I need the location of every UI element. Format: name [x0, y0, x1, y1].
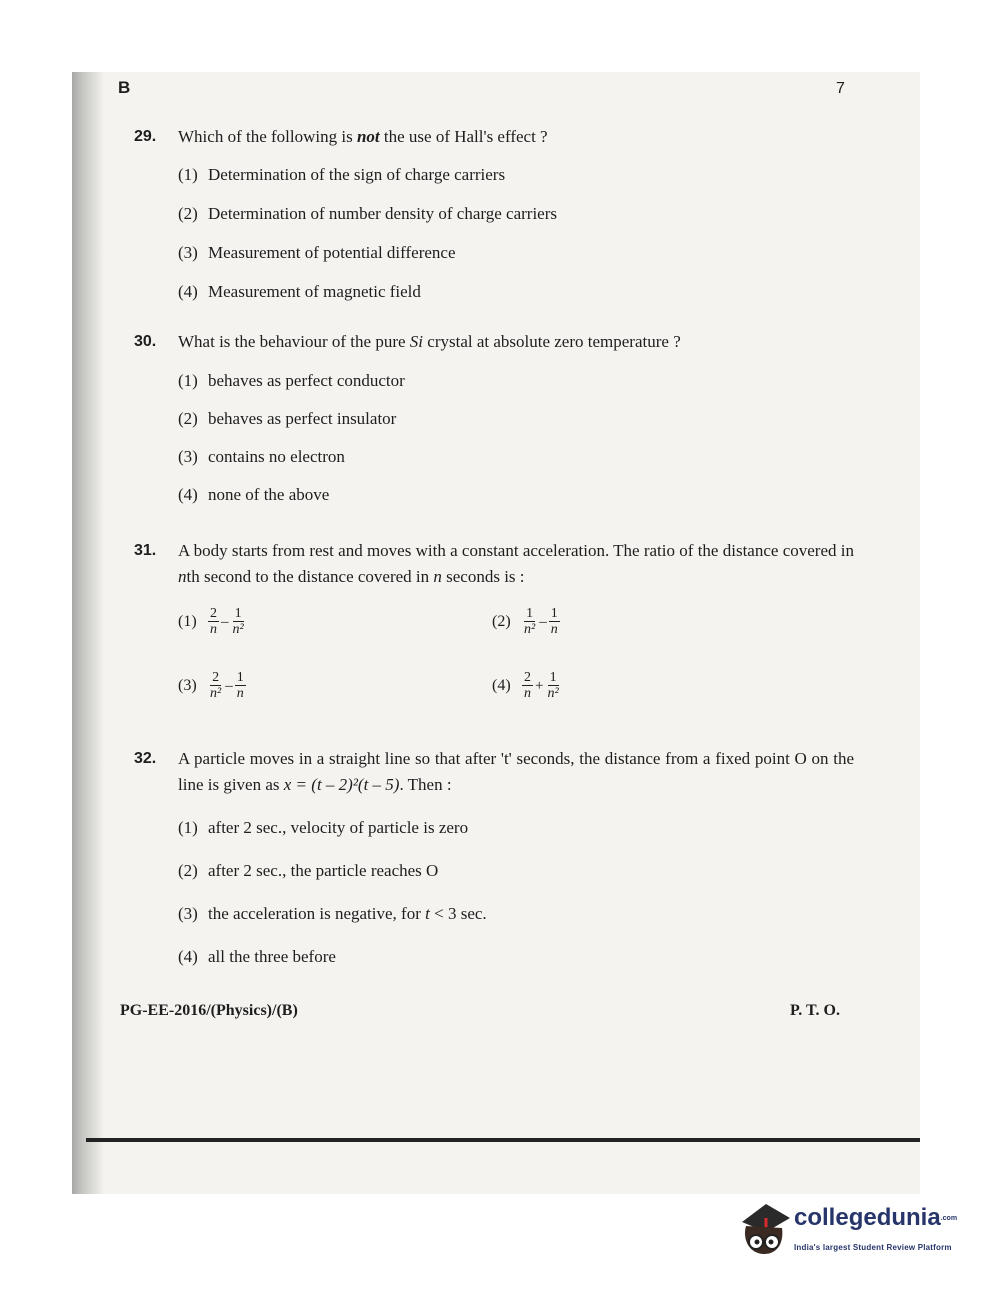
question-stem: What is the behaviour of the pure Si crystal at absolute zero temperature ? [178, 332, 681, 351]
fraction: $\frac{1}{n}$ [550, 606, 558, 637]
set-letter: B [118, 78, 131, 97]
mascot-icon [736, 1196, 792, 1258]
option: (4) Measurement of magnetic field [178, 282, 421, 301]
option: (1) after 2 sec., velocity of particle is zero [178, 818, 469, 837]
question-stem: A body starts from rest and moves with a constant acceleration. The ratio of the distance covered in nth second to the distance covered in n seconds is : [178, 541, 854, 586]
fraction: $\frac{2}{n}$ [210, 606, 217, 637]
please-turn-over: P. T. O. [790, 1002, 840, 1019]
option: (2) Determination of number density of charge carriers [178, 204, 557, 223]
question-number: 31. [134, 542, 157, 559]
question-number: 30. [134, 333, 157, 350]
fraction: $\frac{1}{\text{n²}}$ [232, 606, 244, 637]
fraction: $\frac{2}{\text{n²}}$ [210, 670, 222, 701]
option: (4) all the three before [178, 947, 336, 966]
position-formula: x = (t – 2)²(t – 5) [283, 775, 400, 794]
option: (1) behaves as perfect conductor [178, 371, 405, 390]
scanned-page [72, 72, 920, 1194]
option: (1) $\frac{2}{n}$ – $\frac{1}{\text{n²}}$ [178, 606, 244, 637]
option: (2) $\frac{1}{\text{n²}}$ – $\frac{1}{n}$ [492, 606, 558, 637]
option: (4) $\frac{2}{n}$ + $\frac{1}{\text{n²}}$ [492, 670, 559, 701]
question-stem: A particle moves in a straight line so that after 't' seconds, the distance from a fixed point O on the line is given as x = (t – 2)²(t – 5). Then : [178, 749, 854, 794]
fraction: $\frac{1}{\text{n²}}$ [547, 670, 559, 701]
option: (3) Measurement of potential difference [178, 243, 456, 262]
page-bottom-rule [86, 1138, 920, 1142]
question-stem: Which of the following is not the use of Hall's effect ? [178, 127, 548, 146]
question-29 [134, 124, 854, 318]
fraction: $\frac{1}{\text{n²}}$ [524, 606, 536, 637]
option: (3) contains no electron [178, 447, 345, 466]
question-32 [134, 746, 854, 987]
page-number: 7 [836, 80, 845, 97]
option: (2) after 2 sec., the particle reaches O [178, 861, 439, 880]
question-number: 29. [134, 128, 157, 145]
option: (3) $\frac{2}{\text{n²}}$ – $\frac{1}{n}$ [178, 670, 244, 701]
logo-wordmark: collegedunia.com [794, 1204, 958, 1231]
fraction: $\frac{2}{n}$ [524, 670, 531, 701]
option: (1) Determination of the sign of charge carriers [178, 165, 506, 184]
logo-tagline: India's largest Student Review Platform [794, 1243, 952, 1252]
question-number: 32. [134, 750, 157, 767]
collegedunia-logo [736, 1196, 966, 1262]
option: (4) none of the above [178, 485, 330, 504]
question-30 [134, 329, 854, 520]
fraction: $\frac{1}{n}$ [236, 670, 244, 701]
page-binding-shadow [72, 72, 104, 1194]
paper-code: PG-EE-2016/(Physics)/(B) [120, 1002, 298, 1019]
option: (3) the acceleration is negative, for t < 3 sec. [178, 904, 487, 923]
option: (2) behaves as perfect insulator [178, 409, 397, 428]
question-31 [134, 538, 854, 734]
